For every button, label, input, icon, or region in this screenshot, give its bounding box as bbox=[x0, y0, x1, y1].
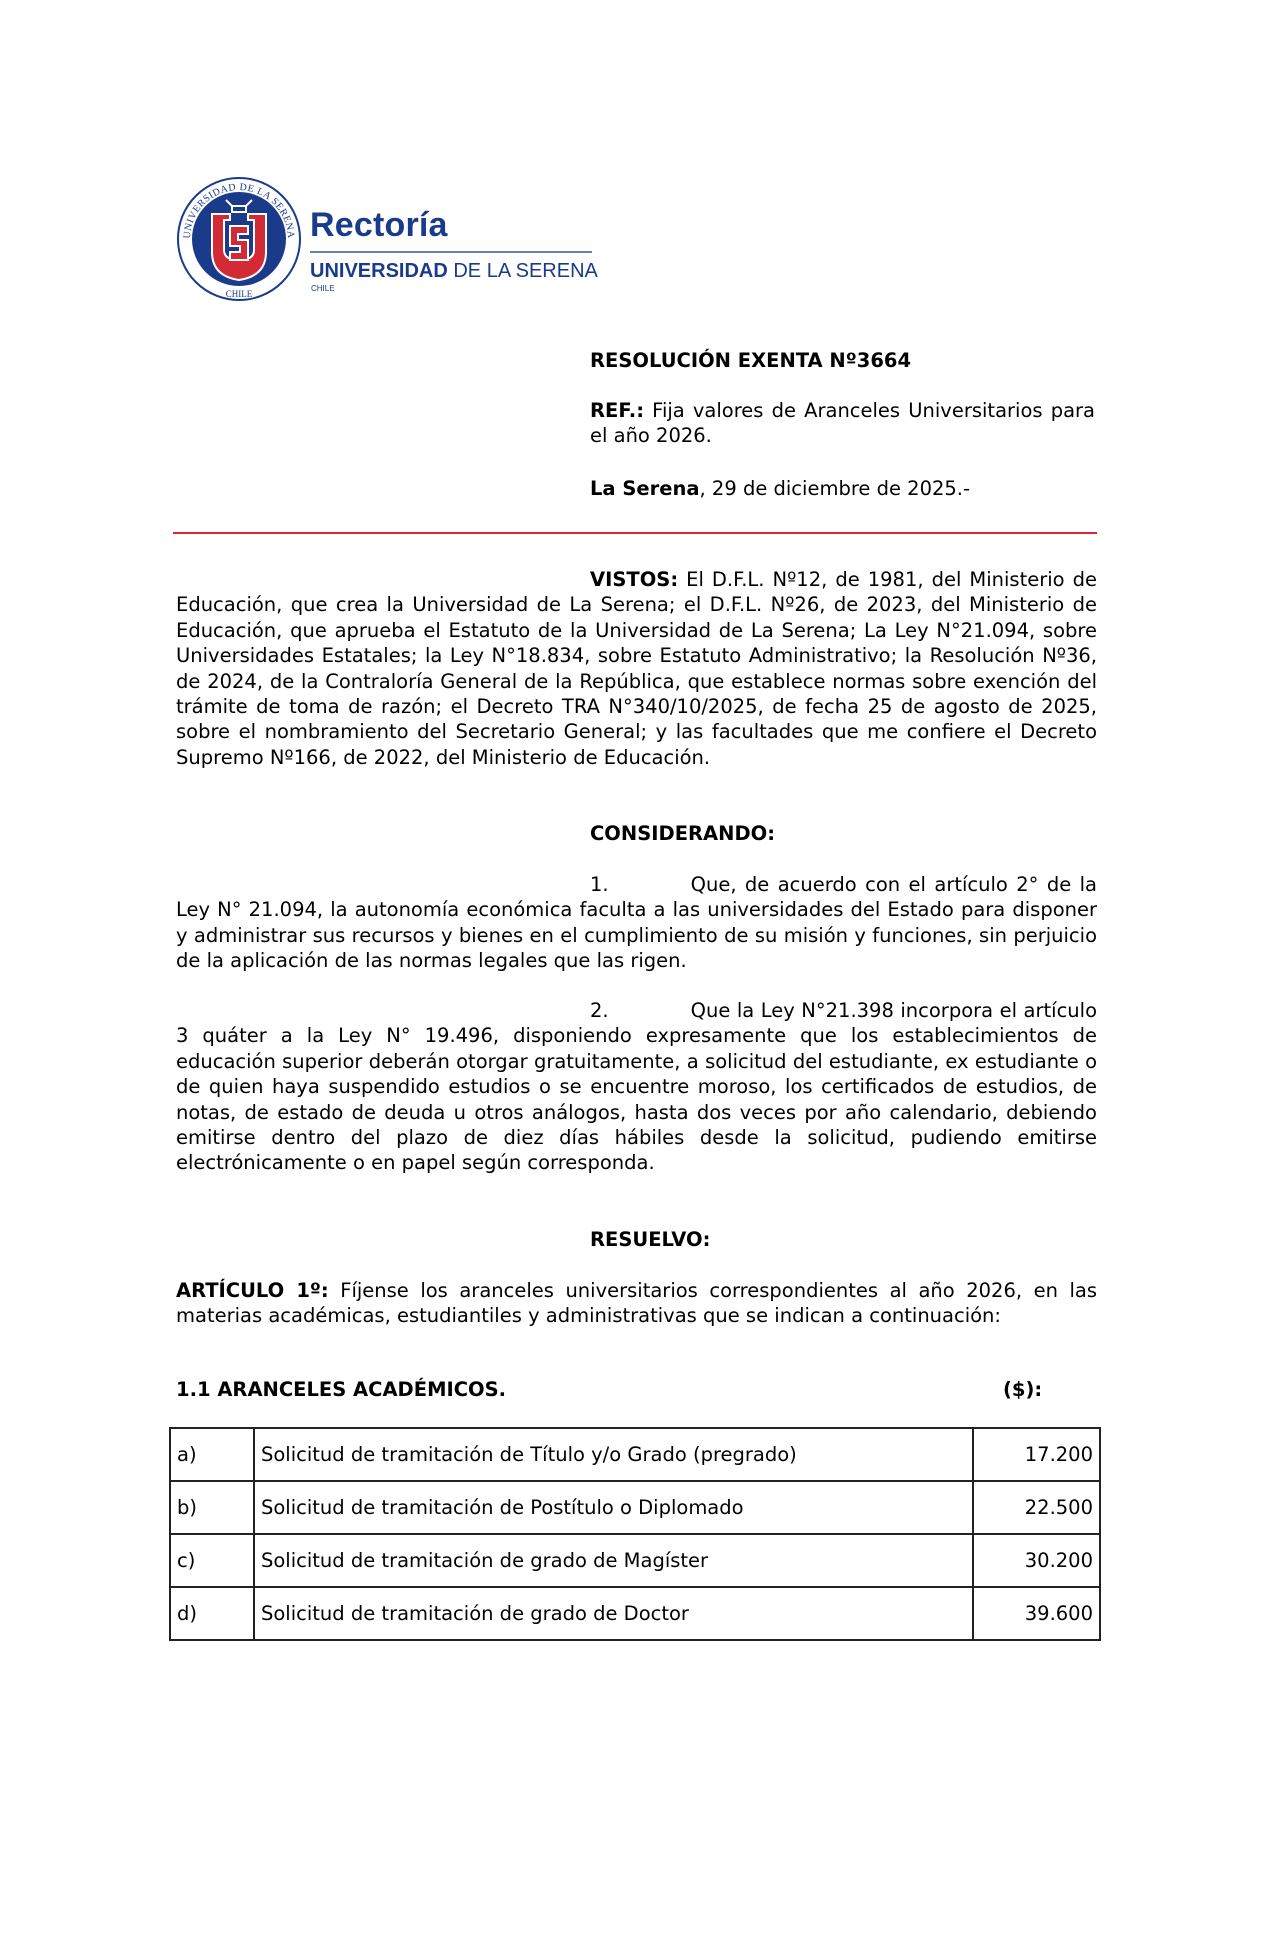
fee-description: Solicitud de tramitación de Título y/o Grado (pregrado) bbox=[254, 1428, 973, 1481]
university-seal-logo bbox=[176, 176, 302, 302]
fee-letter: c) bbox=[170, 1534, 254, 1587]
table-row bbox=[170, 1534, 1100, 1587]
resolution-title: RESOLUCIÓN EXENTA Nº3664 bbox=[590, 349, 912, 372]
article-1-paragraph bbox=[176, 1278, 1097, 1329]
considerando-item bbox=[176, 872, 1097, 974]
header-divider bbox=[173, 532, 1097, 534]
logo-university-rest: DE LA SERENA bbox=[447, 260, 598, 282]
ref-text: Fija valores de Aranceles Universitarios para el año 2026. bbox=[590, 399, 1095, 447]
date-place: La Serena bbox=[590, 477, 700, 500]
section-currency-label: ($): bbox=[1003, 1378, 1043, 1401]
fee-amount: 17.200 bbox=[973, 1428, 1100, 1481]
vistos-paragraph bbox=[176, 567, 1097, 770]
date-line bbox=[590, 476, 1095, 501]
considerando-number: 1. bbox=[590, 873, 609, 896]
vistos-label: VISTOS: bbox=[590, 568, 679, 591]
resuelvo-heading: RESUELVO: bbox=[590, 1228, 711, 1251]
logo-university-name bbox=[310, 260, 598, 283]
logo-title: Rectoría bbox=[310, 206, 448, 244]
considerando-number: 2. bbox=[590, 999, 609, 1022]
fee-description: Solicitud de tramitación de grado de Doctor bbox=[254, 1587, 973, 1640]
article-1-label: ARTÍCULO 1º: bbox=[176, 1279, 329, 1302]
fee-amount: 30.200 bbox=[973, 1534, 1100, 1587]
table-row bbox=[170, 1481, 1100, 1534]
table-row bbox=[170, 1428, 1100, 1481]
seal-bottom-text: CHILE bbox=[225, 289, 253, 299]
seal-ring-text: UNIVERSIDAD DE LA SERENA bbox=[181, 181, 297, 239]
considerando-text: Que, de acuerdo con el artículo 2° de la Ley N° 21.094, la autonomía económica faculta a las universidades del Estado para disponer y administrar sus recursos y bienes en el cumplimiento de su misión y funciones, sin perjuicio de la aplicación de las normas legales que las rigen. bbox=[176, 873, 1097, 973]
fee-letter: d) bbox=[170, 1587, 254, 1640]
logo-country: CHILE bbox=[311, 284, 335, 293]
table-row bbox=[170, 1587, 1100, 1640]
fees-table bbox=[169, 1427, 1101, 1641]
date-text: , 29 de diciembre de 2025.- bbox=[699, 477, 971, 500]
fee-letter: b) bbox=[170, 1481, 254, 1534]
considerando-heading: CONSIDERANDO: bbox=[590, 822, 776, 845]
vistos-text: El D.F.L. Nº12, de 1981, del Ministerio de Educación, que crea la Universidad de La Serena; el D.F.L. Nº26, de 2023, del Ministerio de Educación, que aprueba el Estatuto de la Universidad de La Serena; La Ley N°21.094, sobre Universidades Estatales; la Ley N°18.834, sobre Estatuto Administrativo; la Resolución Nº36, de 2024, de la Contraloría General de la República, que establece normas sobre exención del trámite de toma de razón; el Decreto TRA N°340/10/2025, de fecha 25 de agosto de 2025, sobre el nombramiento del Secretario General; y las facultades que me confiere el Decreto Supremo Nº166, de 2022, del Ministerio de Educación. bbox=[176, 568, 1097, 769]
fee-description: Solicitud de tramitación de grado de Magíster bbox=[254, 1534, 973, 1587]
fee-amount: 22.500 bbox=[973, 1481, 1100, 1534]
logo-divider bbox=[310, 251, 592, 253]
article-1-text: Fíjense los aranceles universitarios correspondientes al año 2026, en las materias académicas, estudiantiles y administrativas que se indican a continuación: bbox=[176, 1279, 1097, 1328]
fee-description: Solicitud de tramitación de Postítulo o Diplomado bbox=[254, 1481, 973, 1534]
considerando-text: Que la Ley N°21.398 incorpora el artículo 3 quáter a la Ley N° 19.496, disponiendo expresamente que los establecimientos de educación superior deberán otorgar gratuitamente, a solicitud del estudiante, ex estudiante o de quien haya suspendido estudios o se encuentre moroso, los certificados de estudios, de notas, de estado de deuda u otros análogos, hasta dos veces por año calendario, debiendo emitirse dentro del plazo de diez días hábiles desde la solicitud, pudiendo emitirse electrónicamente o en papel según corresponda. bbox=[176, 999, 1097, 1175]
fee-letter: a) bbox=[170, 1428, 254, 1481]
logo-university-bold: UNIVERSIDAD bbox=[310, 260, 448, 282]
reference-block bbox=[590, 398, 1095, 448]
section-title: 1.1 ARANCELES ACADÉMICOS. bbox=[176, 1378, 507, 1401]
ref-label: REF.: bbox=[590, 399, 644, 422]
fee-amount: 39.600 bbox=[973, 1587, 1100, 1640]
considerando-item bbox=[176, 998, 1097, 1176]
